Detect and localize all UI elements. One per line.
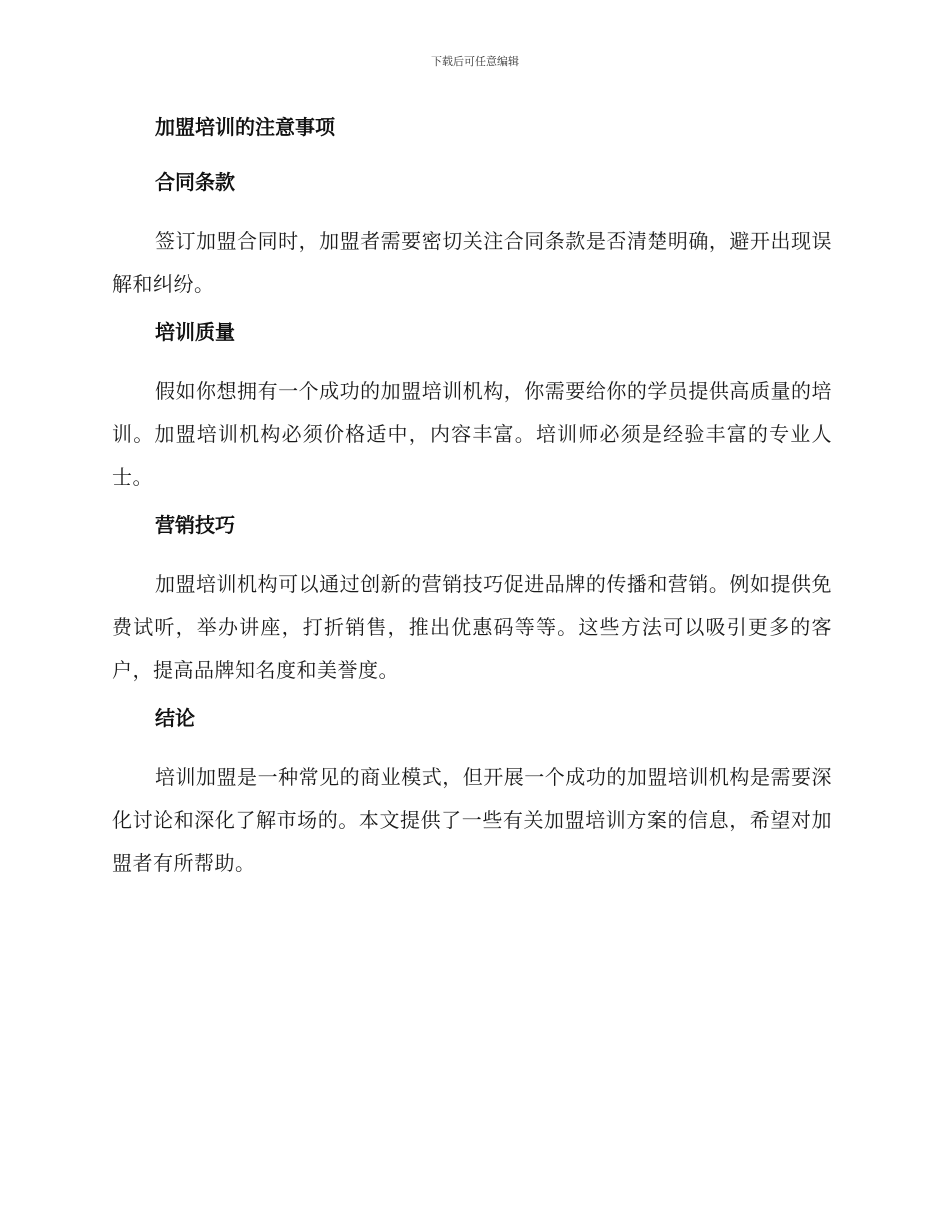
section-heading-marketing: 营销技巧	[155, 513, 235, 537]
document-title: 加盟培训的注意事项	[155, 115, 335, 139]
section-heading-training-quality: 培训质量	[155, 320, 235, 344]
section-paragraph-training-quality: 假如你想拥有一个成功的加盟培训机构，你需要给你的学员提供高质量的培训。加盟培训机构必须价格适中，内容丰富。培训师必须是经验丰富的专业人士。	[112, 379, 832, 489]
section-paragraph-conclusion: 培训加盟是一种常见的商业模式，但开展一个成功的加盟培训机构是需要深化讨论和深化了解市场的。本文提供了一些有关加盟培训方案的信息，希望对加盟者有所帮助。	[112, 765, 832, 875]
section-heading-contract: 合同条款	[155, 170, 235, 194]
section-heading-conclusion: 结论	[155, 706, 195, 730]
section-paragraph-marketing: 加盟培训机构可以通过创新的营销技巧促进品牌的传播和营销。例如提供免费试听，举办讲座，打折销售，推出优惠码等等。这些方法可以吸引更多的客户，提高品牌知名度和美誉度。	[112, 572, 832, 682]
page-header: 下载后可任意编辑	[431, 55, 519, 68]
section-paragraph-contract: 签订加盟合同时，加盟者需要密切关注合同条款是否清楚明确，避开出现误解和纠纷。	[112, 229, 832, 296]
document-body	[112, 110, 832, 894]
